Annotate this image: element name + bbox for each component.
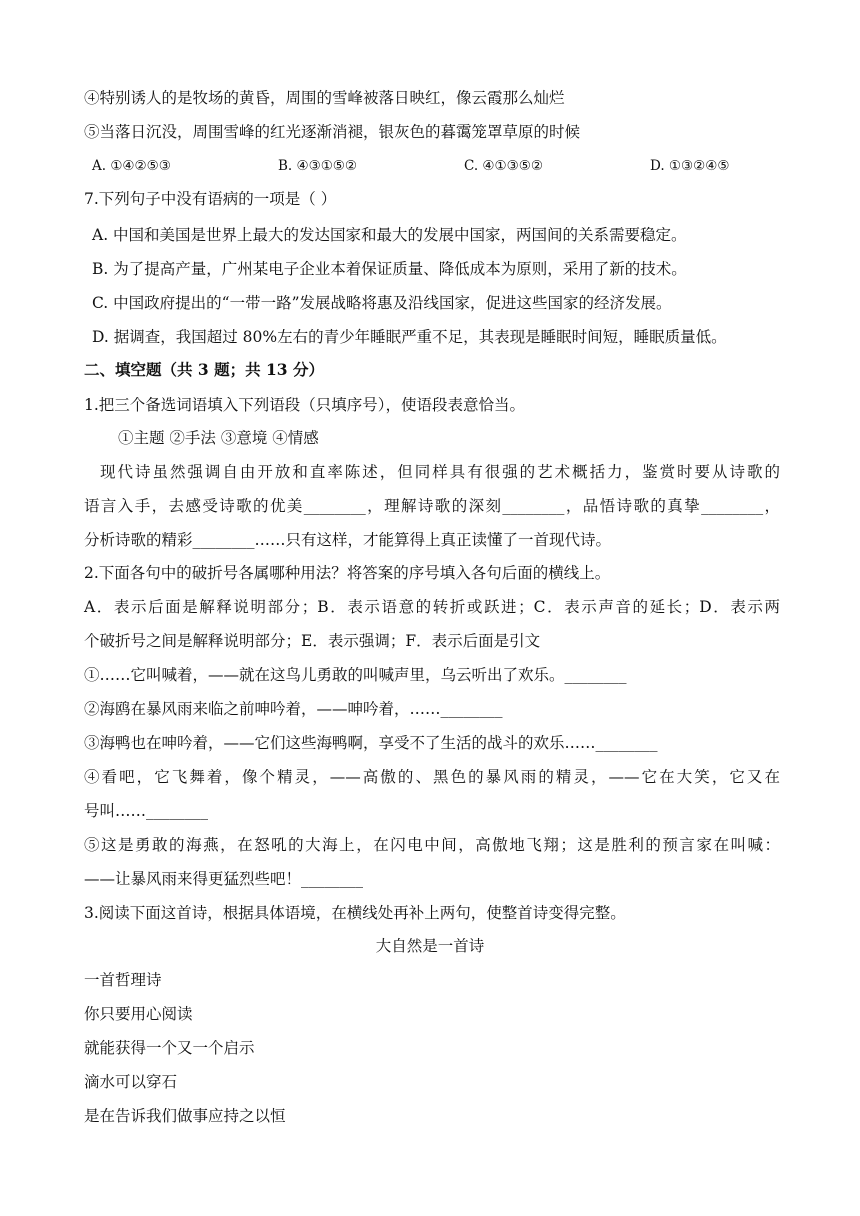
poem-line-2: 你只要用心阅读 — [84, 1005, 193, 1023]
fill2-sentence-4-line2: 号叫……________ — [84, 802, 209, 820]
fill2-legend-line2: 个破折号之间是解释说明部分；E．表示强调；F．表示后面是引文 — [84, 632, 541, 650]
q7-stem: 7.下列句子中没有语病的一项是（ ） — [84, 190, 337, 208]
q7-option-a: A. 中国和美国是世界上最大的发达国家和最大的发展中国家，两国间的关系需要稳定。 — [92, 226, 687, 244]
fill1-para-line2: 语言入手，去感受诗歌的优美________，理解诗歌的深刻________，品悟诗歌的真挚________， — [84, 497, 780, 515]
q7-option-b: B. 为了提高产量，广州某电子企业本着保证质量、降低成本为原则，采用了新的技术。 — [92, 260, 687, 278]
fill2-sentence-5-line1: ⑤这是勇敢的海燕，在怒吼的大海上，在闪电中间，高傲地飞翔；这是胜利的预言家在叫喊： — [84, 836, 780, 854]
fill2-sentence-2: ②海鸥在暴风雨来临之前呻吟着，——呻吟着，……________ — [84, 700, 503, 718]
fill3-stem: 3.阅读下面这首诗，根据具体语境，在横线处再补上两句，使整首诗变得完整。 — [84, 904, 626, 922]
q6-option-b: B. ④③①⑤② — [278, 158, 358, 174]
fill2-sentence-3: ③海鸭也在呻吟着，——它们这些海鸭啊，享受不了生活的战斗的欢乐……________ — [84, 734, 658, 752]
q6-option-c: C. ④①③⑤② — [464, 158, 543, 174]
section-2-title: 二、填空题（共 3 题；共 13 分） — [84, 360, 324, 379]
poem-line-1: 一首哲理诗 — [84, 971, 162, 989]
poem-title: 大自然是一首诗 — [375, 937, 485, 955]
q6-item-5: ⑤当落日沉没，周围雪峰的红光逐渐消褪，银灰色的暮霭笼罩草原的时候 — [84, 123, 581, 141]
fill2-stem: 2.下面各句中的破折号各属哪种用法？将答案的序号填入各句后面的横线上。 — [84, 564, 611, 582]
fill2-legend-line1: A．表示后面是解释说明部分；B．表示语意的转折或跃进；C．表示声音的延长；D．表示两 — [84, 598, 780, 616]
poem-line-5: 是在告诉我们做事应持之以恒 — [84, 1107, 286, 1125]
fill1-para-line3: 分析诗歌的精彩________……只有这样，才能算得上真正读懂了一首现代诗。 — [84, 531, 612, 549]
poem-line-3: 就能获得一个又一个启示 — [84, 1039, 255, 1057]
q6-options — [92, 155, 782, 177]
q6-item-4: ④特别诱人的是牧场的黄昏，周围的雪峰被落日映红，像云霞那么灿烂 — [84, 89, 565, 107]
q6-option-a: A. ①④②⑤③ — [92, 158, 171, 174]
fill2-sentence-1: ①……它叫喊着，——就在这鸟儿勇敢的叫喊声里，乌云听出了欢乐。________ — [84, 666, 627, 684]
fill2-sentence-5-line2: ——让暴风雨来得更猛烈些吧！________ — [84, 870, 364, 888]
fill1-choices: ①主题 ②手法 ③意境 ④情感 — [118, 429, 319, 447]
q7-option-d: D. 据调查，我国超过 80%左右的青少年睡眠严重不足，其表现是睡眠时间短，睡眠质量低。 — [92, 328, 727, 346]
q7-option-c: C. 中国政府提出的“一带一路”发展战略将惠及沿线国家，促进这些国家的经济发展。 — [92, 294, 672, 312]
q6-option-d: D. ①③②④⑤ — [650, 158, 730, 174]
fill1-stem: 1.把三个备选词语填入下列语段（只填序号），使语段表意恰当。 — [84, 396, 526, 414]
fill2-sentence-4-line1: ④看吧，它飞舞着，像个精灵，——高傲的、黑色的暴风雨的精灵，——它在大笑，它又在 — [84, 768, 780, 786]
poem-line-4: 滴水可以穿石 — [84, 1073, 178, 1091]
fill1-para-line1: 现代诗虽然强调自由开放和直率陈述，但同样具有很强的艺术概括力，鉴赏时要从诗歌的 — [100, 463, 780, 481]
